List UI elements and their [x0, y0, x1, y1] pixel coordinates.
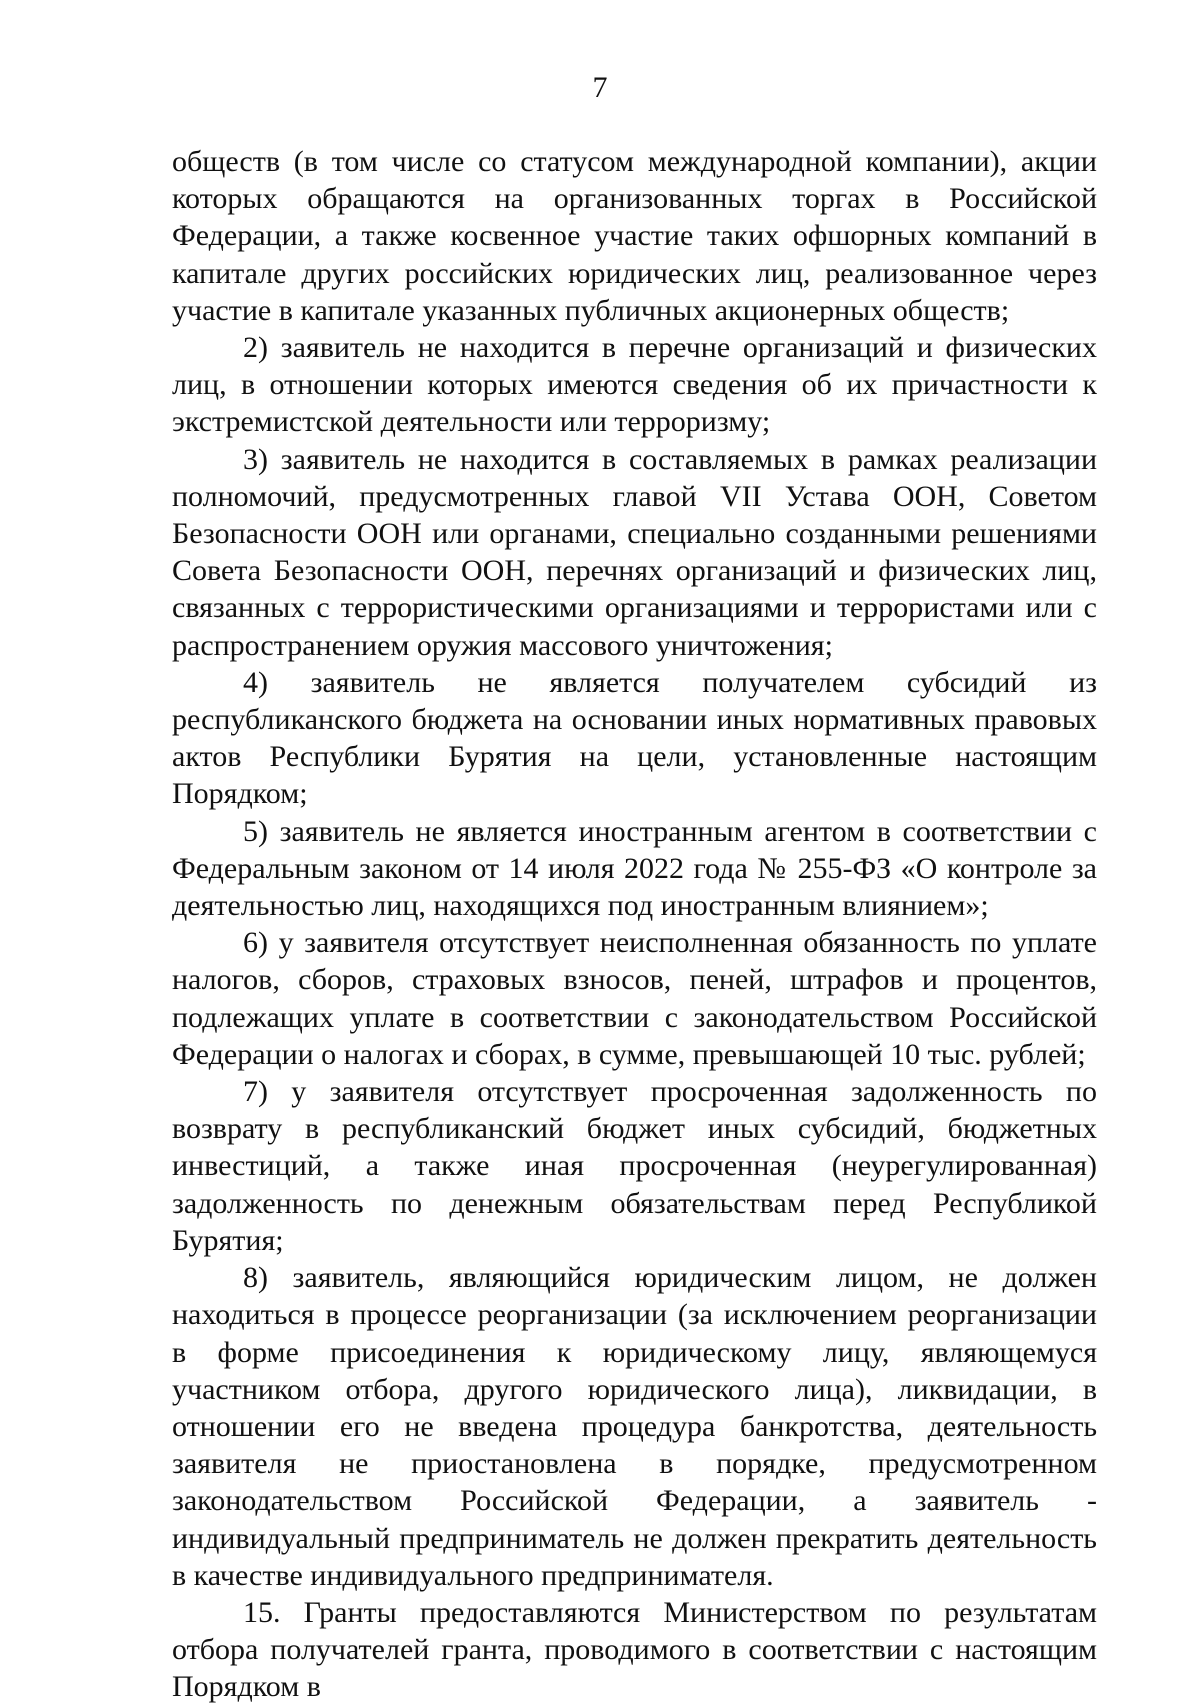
list-item-5: 5) заявитель не является иностранным агентом в соответствии с Федеральным законом от 14 июля 2022 года № 255-ФЗ «О контроле за деятельностью лиц, находящихся под иностранным влиянием»;	[172, 814, 1097, 923]
section-15-paragraph: 15. Гранты предоставляются Министерством по результатам отбора получателей гранта, проводимого в соответствии с настоящим Порядком в	[172, 1595, 1097, 1704]
paragraph-continuation: обществ (в том числе со статусом международной компании), акции которых обращаются на организованных торгах в Российской Федерации, а также косвенное участие таких офшорных компаний в капитале других российских юридических лиц, реализованное через участие в капитале указанных публичных акционерных обществ;	[172, 145, 1097, 327]
list-item-4: 4) заявитель не является получателем субсидий из республиканского бюджета на основании иных нормативных правовых актов Республики Бурятия на цели, установленные настоящим Порядком;	[172, 665, 1097, 811]
list-item-6: 6) у заявителя отсутствует неисполненная обязанность по уплате налогов, сборов, страховых взносов, пеней, штрафов и процентов, подлежащих уплате в соответствии с законодательством Российской Федерации о налогах и сборах, в сумме, превышающей 10 тыс. рублей;	[172, 926, 1097, 1071]
list-item-3: 3) заявитель не находится в составляемых в рамках реализации полномочий, предусмотренных главой VII Устава ООН, Советом Безопасности ООН или органами, специально созданными решениями Совета Безопасности ООН, перечнях организаций и физических лиц, связанных с террористическими организациями и террористами или с распространением оружия массового уничтожения;	[172, 442, 1097, 662]
list-item-7: 7) у заявителя отсутствует просроченная задолженность по возврату в республиканский бюджет иных субсидий, бюджетных инвестиций, а также иная просроченная (неурегулированная) задолженность по денежным обязательствам перед Республикой Бурятия;	[172, 1075, 1097, 1257]
document-body	[172, 143, 1097, 1706]
page-number: 7	[592, 71, 608, 104]
list-item-2: 2) заявитель не находится в перечне организаций и физических лиц, в отношении которых имеются сведения об их причастности к экстремистской деятельности или терроризму;	[172, 331, 1097, 439]
list-item-8: 8) заявитель, являющийся юридическим лицом, не должен находиться в процессе реорганизации (за исключением реорганизации в форме присоединения к юридическому лицу, являющемуся участником отбора, другого юридического лица), ликвидации, в отношении его не введена процедура банкротства, деятельность заявителя не приостановлена в порядке, предусмотренном законодательством Российской Федерации, а заявитель - индивидуальный предприниматель не должен прекратить деятельность в качестве индивидуального предпринимателя.	[172, 1261, 1097, 1592]
